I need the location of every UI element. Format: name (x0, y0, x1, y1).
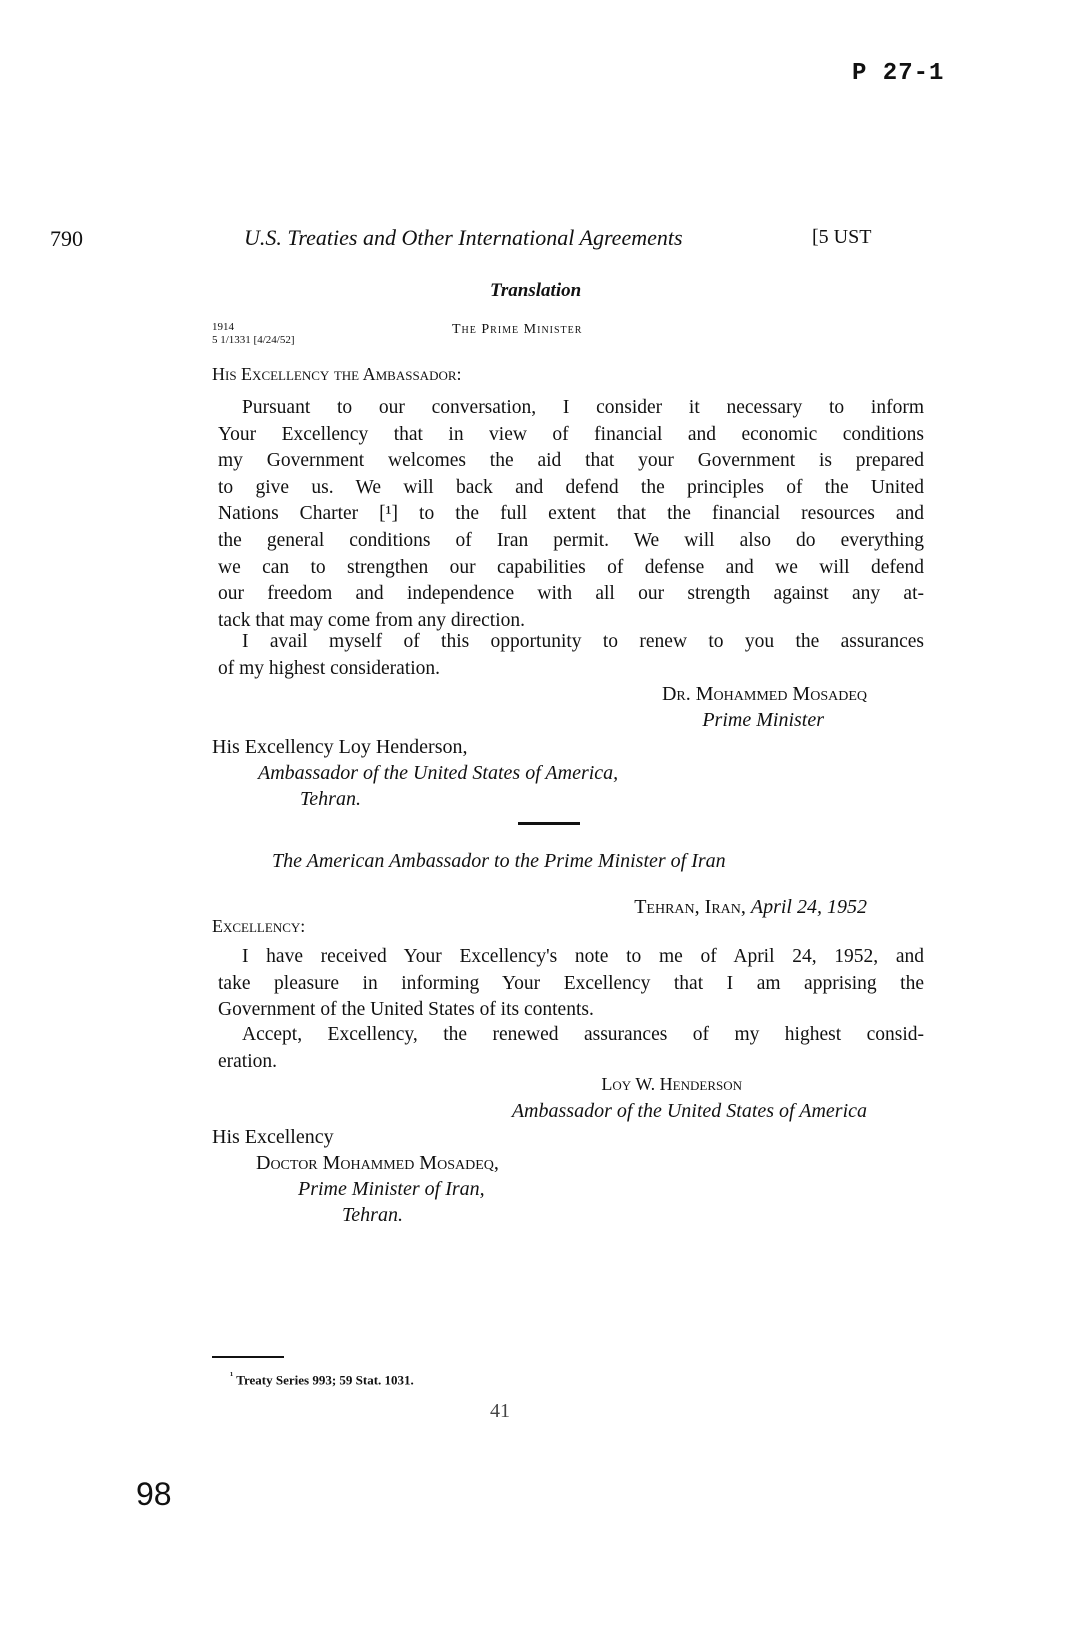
text-line: I avail myself of this opportunity to renew to you the assurances (242, 631, 924, 652)
signer-name-1: Dr. Mohammed Mosadeq (661, 683, 867, 705)
note2-paragraph-2 (218, 1022, 924, 1075)
note2-paragraph-1 (218, 944, 924, 1024)
page-stamp: P 27-1 (852, 60, 945, 87)
translation-heading: Translation (490, 280, 582, 301)
footnote-text: Treaty Series 993; 59 Stat. 1031. (236, 1372, 414, 1388)
addressee-2-line-2: Doctor Mohammed Mosadeq, (256, 1152, 499, 1174)
text-line: take pleasure in informing Your Excellency that I am apprising the (218, 972, 924, 994)
reference-number: 1914 (212, 321, 234, 333)
text-line: our freedom and independence with all our strength against any at- (218, 583, 924, 605)
text-line: Your Excellency that in view of financial and economic conditions (218, 423, 924, 445)
text-line: we can to strengthen our capabilities of defense and we will defend (218, 556, 924, 578)
note2-dateline (634, 896, 867, 919)
reference-date: 5 1/1331 [4/24/52] (212, 334, 295, 346)
text-line: Pursuant to our conversation, I consider it necessary to inform (242, 397, 924, 418)
text-line: tack that may come from any direction. (218, 609, 526, 631)
archive-page-number: 98 (136, 1476, 172, 1512)
signer-name-2: Loy W. Henderson (601, 1074, 742, 1094)
addressee-2-line-4: Tehran. (342, 1204, 403, 1226)
print-page-number: 41 (490, 1400, 510, 1422)
signer-title-2: Ambassador of the United States of America (511, 1100, 867, 1122)
office-heading: The Prime Minister (452, 322, 583, 337)
text-line: to give us. We will back and defend the principles of the United (218, 476, 924, 498)
section-divider (518, 822, 580, 825)
text-line: of my highest consideration. (218, 657, 441, 679)
text-line: the general conditions of Iran permit. We will also do everything (218, 529, 924, 551)
text-line: eration. (218, 1050, 278, 1072)
note2-heading: The American Ambassador to the Prime Minister of Iran (272, 850, 726, 872)
footnote-rule (212, 1356, 284, 1358)
text-line: my Government welcomes the aid that your Government is prepared (218, 450, 924, 472)
note2-place: Tehran, Iran, (634, 896, 746, 918)
note2-date: April 24, 1952 (750, 896, 867, 918)
text-line: Nations Charter [¹] to the full extent that the financial resources and (218, 503, 924, 525)
addressee-1-line-1: His Excellency Loy Henderson, (212, 736, 468, 758)
book-page-number: 790 (50, 226, 83, 251)
addressee-1-line-3: Tehran. (300, 788, 361, 810)
note1-paragraph-1 (218, 395, 924, 634)
text-line: I have received Your Excellency's note to me of April 24, 1952, and (242, 946, 924, 967)
addressee-1-line-2: Ambassador of the United States of America, (258, 762, 619, 784)
running-head: U.S. Treaties and Other International Agreements (244, 225, 683, 250)
volume-reference: [5 UST (812, 226, 872, 248)
salutation-1: His Excellency the Ambassador: (212, 364, 462, 384)
text-line: Accept, Excellency, the renewed assurances of my highest consid- (242, 1024, 924, 1045)
addressee-2-line-1: His Excellency (212, 1126, 334, 1148)
footnote-mark: ¹ (230, 1370, 234, 1382)
footnote (230, 1370, 414, 1388)
text-line: Government of the United States of its contents. (218, 999, 594, 1021)
note1-paragraph-2 (218, 629, 924, 682)
signer-title-1: Prime Minister (702, 709, 824, 731)
addressee-2-line-3: Prime Minister of Iran, (298, 1178, 485, 1200)
salutation-2: Excellency: (212, 916, 306, 936)
